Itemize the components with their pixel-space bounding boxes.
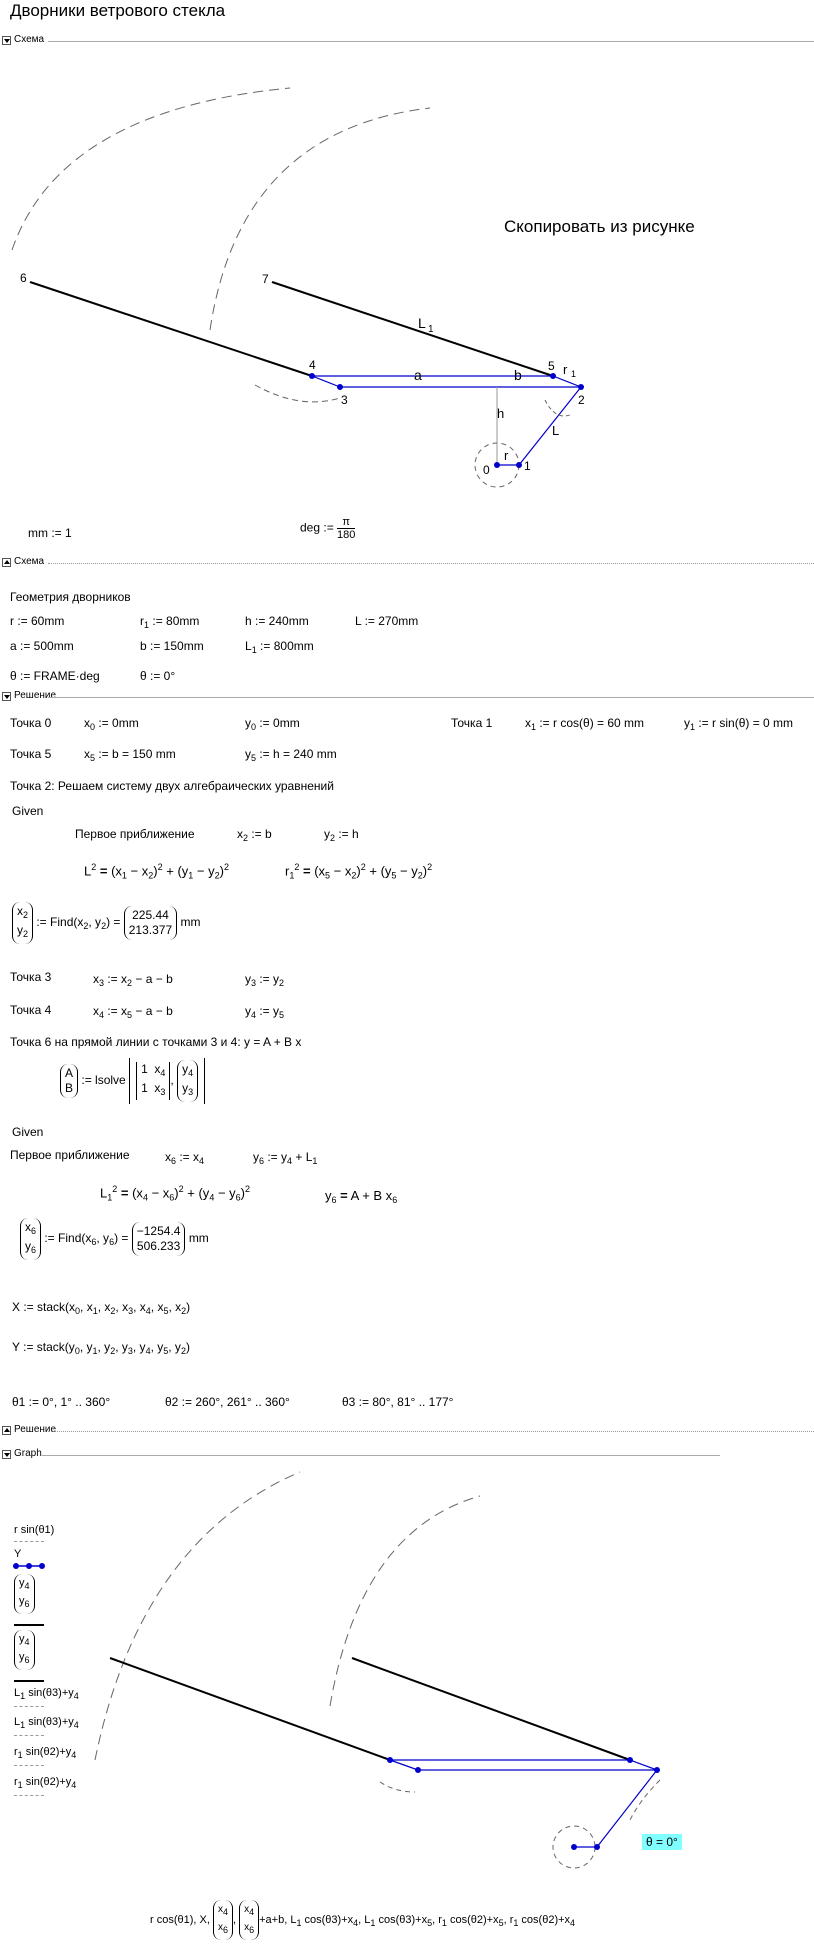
x5-def: $x_5$ := b = 150 mm bbox=[84, 747, 176, 763]
def-theta-val: θ := 0° bbox=[140, 669, 176, 683]
svg-text:1: 1 bbox=[428, 324, 434, 335]
collapse-triangle-icon[interactable] bbox=[2, 1450, 11, 1459]
svg-text:h: h bbox=[497, 406, 505, 421]
point6-heading: Точка 6 на прямой линии с точками 3 и 4: y = A + B x bbox=[10, 1035, 302, 1049]
svg-text:b: b bbox=[514, 367, 522, 383]
point5-label: Точка 5 bbox=[10, 747, 52, 761]
worksheet-title: Дворники ветрового стекла bbox=[10, 1, 226, 20]
svg-text:r: r bbox=[563, 362, 568, 377]
theta-badge: θ = 0° bbox=[642, 1835, 682, 1849]
region-schema-header[interactable]: Схема bbox=[0, 34, 814, 48]
legend-Y: Y bbox=[14, 1548, 22, 1560]
given-2: Given bbox=[12, 1125, 44, 1139]
svg-text:L: L bbox=[418, 315, 426, 331]
svg-text:r: r bbox=[504, 448, 509, 463]
x0-def: $x_0$ := 0mm bbox=[84, 716, 139, 732]
given-1: Given bbox=[12, 804, 44, 818]
svg-text:3: 3 bbox=[341, 393, 348, 407]
wiper-graph-plot bbox=[0, 1460, 814, 1900]
y5-def: $y_5$ := h = 240 mm bbox=[245, 747, 337, 763]
point-label-6: 6 bbox=[20, 271, 27, 285]
def-L1: $L_1$ := 800mm bbox=[245, 639, 314, 655]
def-r1: $r_1$ := 80mm bbox=[140, 614, 200, 630]
graph-x-expression: r cos(θ1), X, $x_4$ $x_6$, $x_4$ $x_6+a+b$, $L_1$ $\cos(\theta 3)+x_4$, $L_1$ $\cos(\theta 3)+x_5$, $r_1$ $\cos(\theta 2)+x_5$, $r_1$ $\cos(\theta 2)+x_4$ bbox=[150, 1900, 575, 1940]
def-theta: θ := FRAME·deg bbox=[10, 669, 100, 683]
y1-def: $y_1$ := r sin(θ) = 0 mm bbox=[684, 716, 794, 732]
svg-text:5: 5 bbox=[548, 359, 555, 373]
theta2-range: θ2 := 260°, 261° .. 360° bbox=[165, 1395, 290, 1409]
collapse-triangle-icon[interactable] bbox=[2, 36, 11, 45]
svg-text:0: 0 bbox=[483, 463, 490, 477]
legend-y4y6-a: $y_4$ $y_6$ bbox=[14, 1574, 35, 1614]
region-schema-footer[interactable]: Схема bbox=[0, 556, 814, 570]
legend-L1-sin-theta3-a: $L_1$ $\sin(\theta 3)+y_4$ bbox=[14, 1687, 79, 1701]
def-r: r := 60mm bbox=[10, 614, 65, 628]
collapse-triangle-icon[interactable] bbox=[2, 692, 11, 701]
def-b: b := 150mm bbox=[140, 639, 204, 653]
legend-r1-sin-theta2-b: $r_1$ $\sin(\theta 2)+y_4$ bbox=[14, 1776, 77, 1790]
legend-r1-sin-theta2-a: $r_1$ $\sin(\theta 2)+y_4$ bbox=[14, 1746, 77, 1760]
def-a: a := 500mm bbox=[10, 639, 74, 653]
point2-heading: Точка 2: Решаем систему двух алгебраических уравнений bbox=[10, 779, 334, 793]
wiper-arc-left bbox=[12, 88, 290, 250]
theta1-range: θ1 := 0°, 1° .. 360° bbox=[12, 1395, 111, 1409]
region-graph-header[interactable]: Graph bbox=[0, 1448, 720, 1462]
def-h: h := 240mm bbox=[245, 614, 309, 628]
x1-def: $x_1$ := r cos(θ) = 60 mm bbox=[525, 716, 645, 732]
wiper-blade-left bbox=[30, 282, 312, 376]
legend-L1-sin-theta3-b: $L_1$ $\sin(\theta 3)+y_4$ bbox=[14, 1716, 79, 1730]
equation-L1: $L_1^2 = (x_4 - x_6)^2 + (y_4 - y_6)^2$ bbox=[100, 1184, 251, 1203]
expand-triangle-icon[interactable] bbox=[2, 1426, 11, 1435]
svg-text:1: 1 bbox=[524, 459, 531, 473]
point1-label: Точка 1 bbox=[451, 716, 493, 730]
svg-text:4: 4 bbox=[309, 358, 316, 372]
find-result-2: $x_6$ $y_6$ := $Find(x_6$, $y_6) = -1254.4$ 506.233 mm bbox=[20, 1218, 209, 1260]
equation-r1: $r_1^2 = (x_5 - x_2)^2 + (y_5 - y_2)^2$ bbox=[285, 862, 433, 881]
geometry-heading: Геометрия дворников bbox=[10, 590, 131, 604]
first-approx-2: Первое приближение bbox=[10, 1148, 130, 1162]
y0-def: $y_0$ := 0mm bbox=[245, 716, 300, 732]
mm-definition: mm := 1 bbox=[28, 526, 72, 540]
deg-definition: deg := $\frac{\pi}{180}$ bbox=[300, 516, 356, 541]
lsolve-expr: A B := lsolve 1 $x_4$ 1 $x_3$, $y_4$ $y_3$ bbox=[60, 1058, 205, 1104]
svg-text:L: L bbox=[552, 423, 560, 438]
point-label-7: 7 bbox=[262, 272, 269, 286]
point4-label: Точка 4 bbox=[10, 1003, 52, 1017]
svg-text:1: 1 bbox=[571, 369, 577, 379]
wiper-arc-right bbox=[210, 108, 430, 330]
stack-X: X := $stack(x_0$, $x_1$, $x_2$, $x_3$, $x_4$, $x_5$, $x_2$) bbox=[12, 1300, 191, 1316]
region-solution-footer[interactable]: Решение bbox=[0, 1424, 814, 1438]
svg-text:a: a bbox=[414, 367, 422, 383]
stack-Y: Y := $stack(y_0$, $y_1$, $y_2$, $y_3$, $y_4$, $y_5$, $y_2$) bbox=[12, 1340, 190, 1356]
theta3-range: θ3 := 80°, 81° .. 177° bbox=[342, 1395, 454, 1409]
legend-y4y6-b: $y_4$ $y_6$ bbox=[14, 1630, 35, 1670]
equation-L: $L^2 = (x_1 - x_2)^2 + (y_1 - y_2)^2$ bbox=[84, 862, 230, 881]
expand-triangle-icon[interactable] bbox=[2, 558, 11, 567]
point0-label: Точка 0 bbox=[10, 716, 52, 730]
region-solution-header[interactable]: Решение bbox=[0, 690, 814, 704]
point3-label: Точка 3 bbox=[10, 970, 52, 984]
copy-note: Скопировать из рисунке bbox=[504, 217, 695, 236]
first-approx-1: Первое приближение bbox=[75, 827, 195, 841]
wiper-schema-diagram bbox=[0, 48, 814, 568]
legend-r-sin-theta1: r sin(θ1) bbox=[14, 1524, 55, 1536]
svg-text:2: 2 bbox=[578, 393, 585, 407]
def-L: L := 270mm bbox=[355, 614, 419, 628]
find-result-1: $x_2$ $y_2$ := $Find(x_2$, $y_2) = 225.44$ 213.377 mm bbox=[12, 902, 200, 944]
